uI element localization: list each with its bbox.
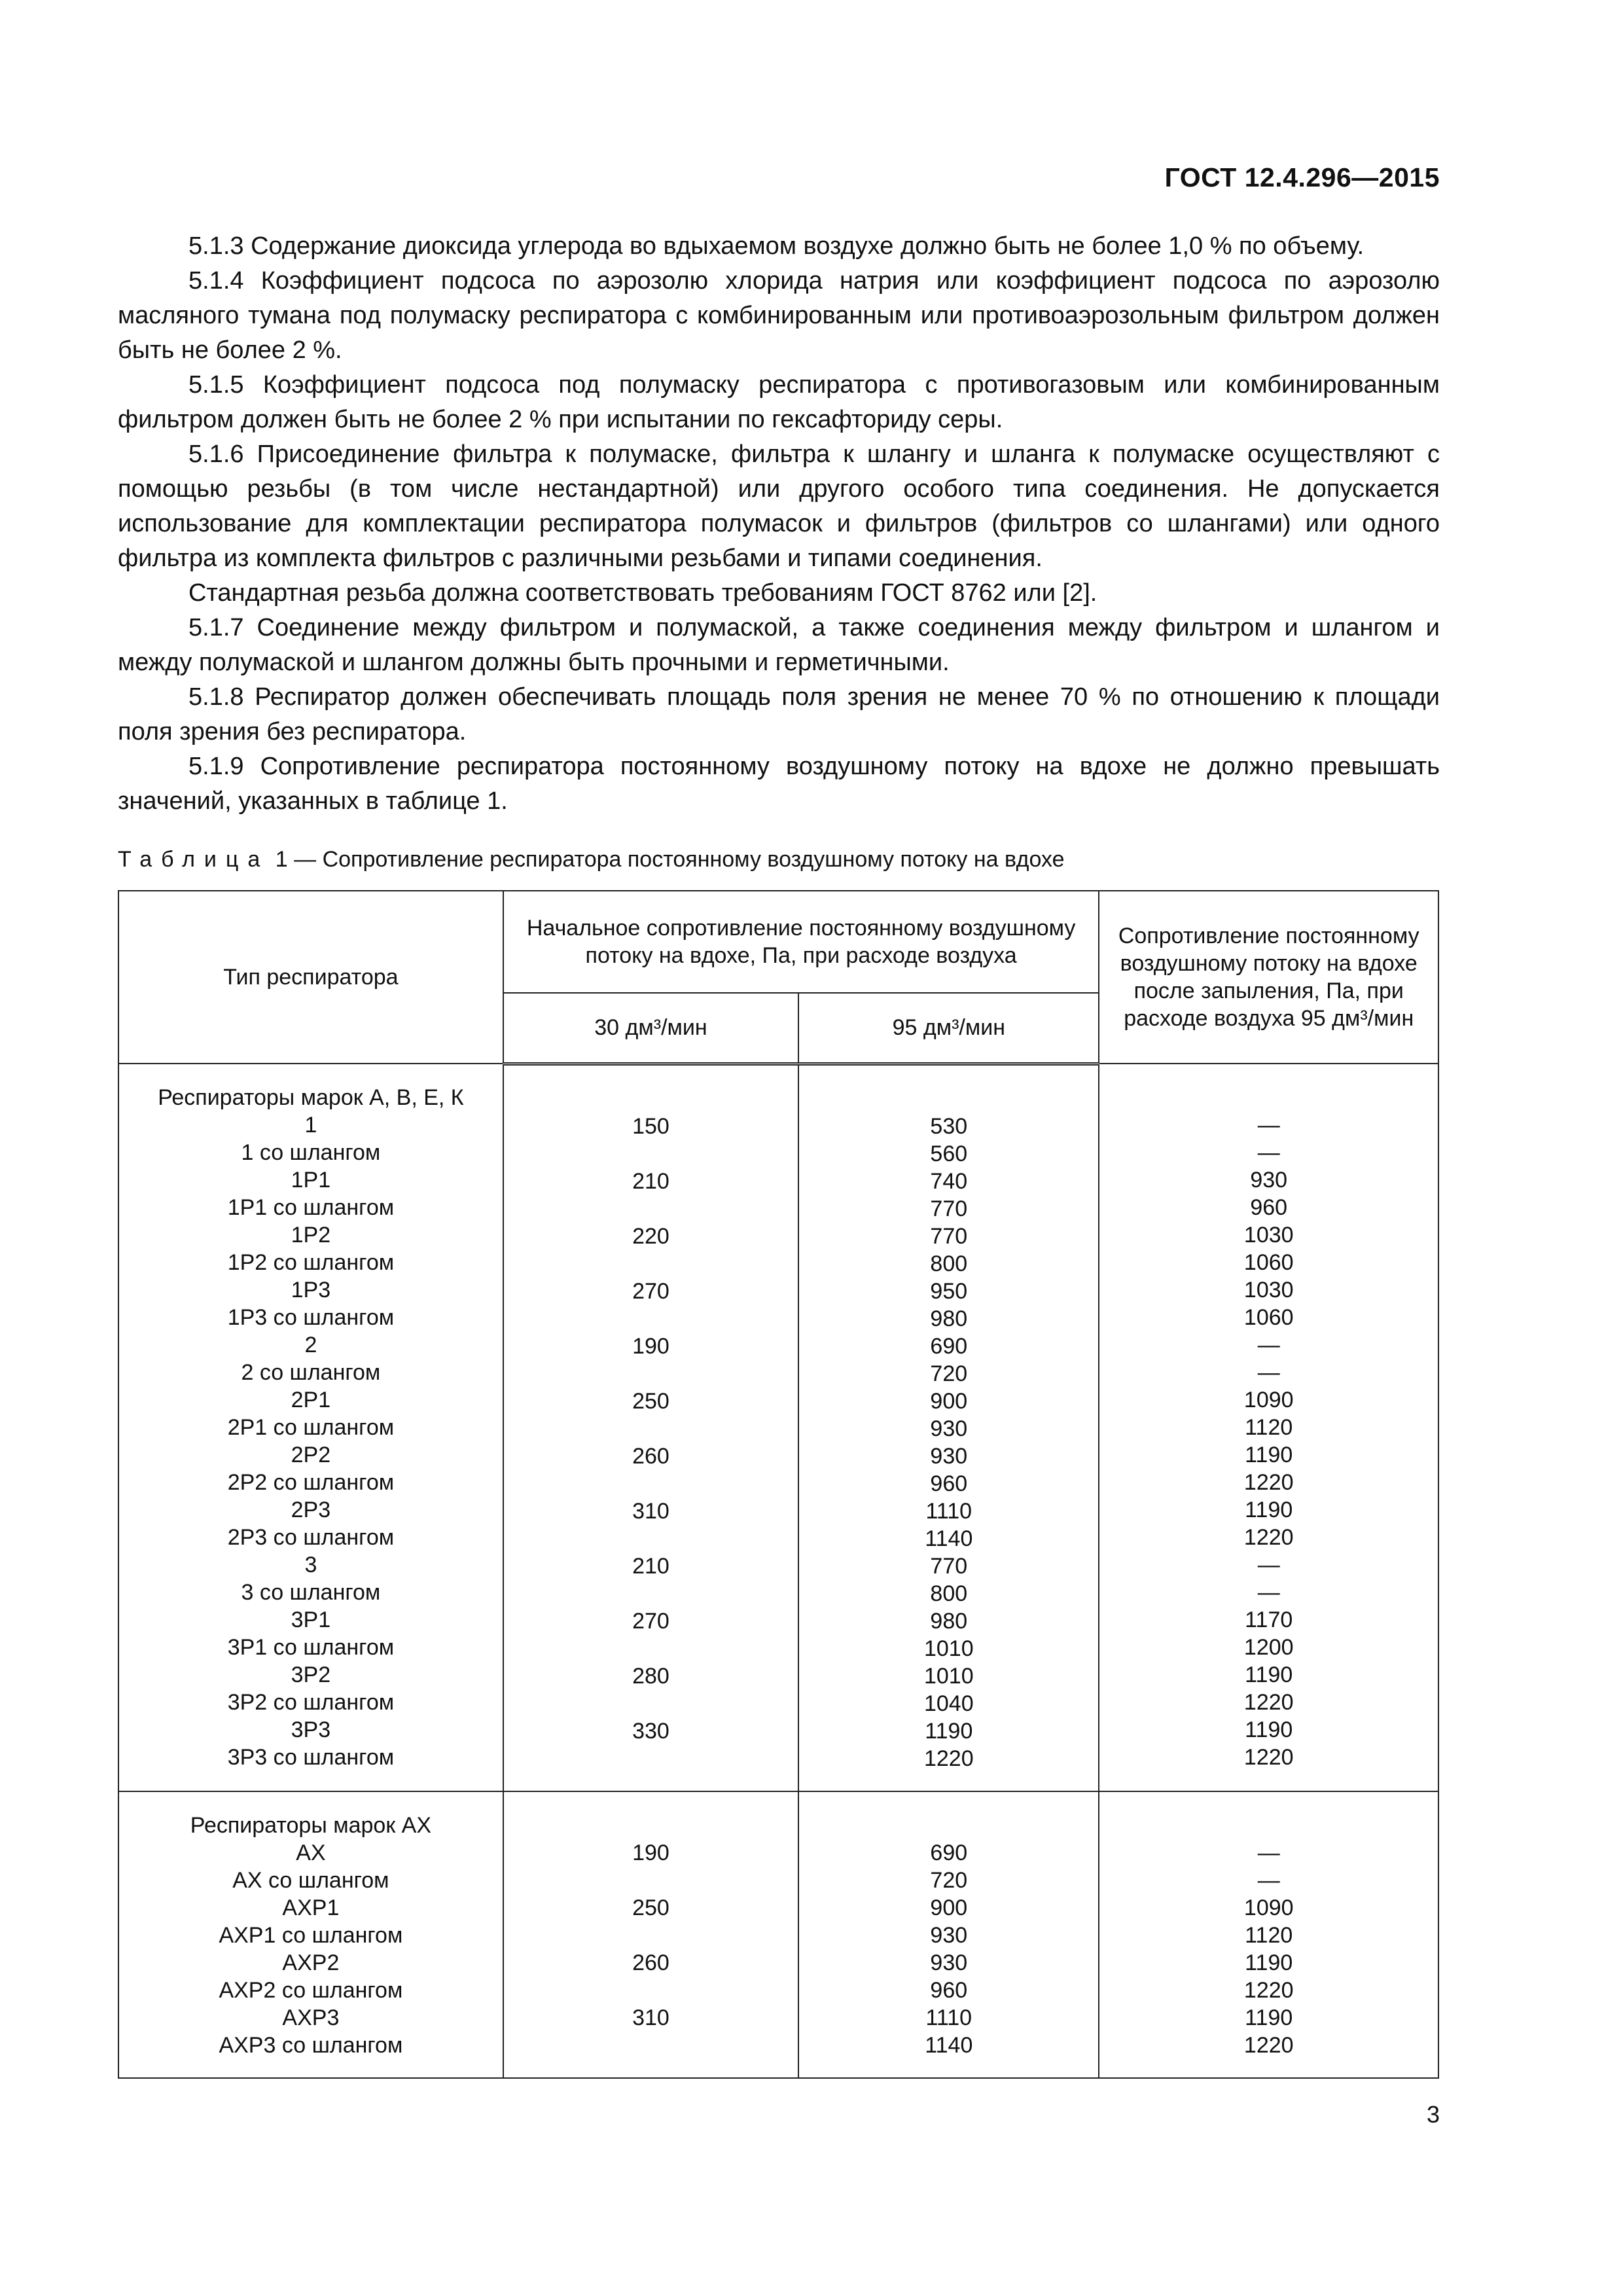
cell-resistance-30: 270 bbox=[632, 1278, 669, 1304]
cell-resistance-30: 310 bbox=[632, 1498, 669, 1524]
cell-resistance-after-dust: 1220 bbox=[1243, 1977, 1294, 2003]
empty-line bbox=[1107, 1084, 1430, 1111]
table-caption-label: Таблица bbox=[118, 847, 270, 872]
cell-resistance-95: 900 bbox=[930, 1388, 968, 1414]
header-flow-30: 30 дм³/мин bbox=[503, 993, 798, 1064]
cell-resistance-30 bbox=[512, 1470, 790, 1498]
cell-respirator-type: 1Р3 со шлангом bbox=[227, 1305, 395, 1330]
cell-resistance-after-dust: 1030 bbox=[1243, 1278, 1294, 1302]
cell-resistance-after-dust: 1220 bbox=[1243, 2032, 1294, 2058]
cell-respirator-type: АХР3 bbox=[282, 2005, 340, 2030]
paragraph-5-1-8: 5.1.8 Респиратор должен обеспечивать площадь поля зрения не менее 70 % по отношению к площади поля зрения без респиратора. bbox=[118, 683, 1440, 745]
cell-resistance-30: 150 bbox=[632, 1113, 669, 1139]
cell-respirator-type: АХР1 со шлангом bbox=[219, 1922, 403, 1948]
cell-resistance-30 bbox=[512, 1745, 790, 1772]
cell-resistance-after-dust: 1190 bbox=[1245, 2005, 1293, 2030]
cell-resistance-after-dust: 1190 bbox=[1245, 1950, 1293, 1975]
cell-resistance-30 bbox=[512, 1305, 790, 1333]
empty-line bbox=[807, 1812, 1090, 1839]
table-header-row-1 bbox=[118, 891, 1438, 993]
cell-resistance-after-dust: — bbox=[1257, 1113, 1280, 1138]
table-row bbox=[118, 1064, 1438, 1791]
cell-resistance-95: 930 bbox=[930, 1416, 968, 1441]
cell-resistance-after-dust: — bbox=[1257, 1333, 1280, 1357]
cell-resistance-95: 930 bbox=[930, 1922, 968, 1948]
cell-resistance-30 bbox=[512, 1922, 790, 1949]
cell-resistance-30: 250 bbox=[632, 1895, 669, 1920]
paragraph-5-1-5: 5.1.5 Коэффициент подсоса под полумаску респиратора с противогазовым или комбинированным фильтром должен быть не более 2 % при испытании по гексафториду серы. bbox=[118, 371, 1440, 433]
header-respirator-type: Тип респиратора bbox=[118, 891, 503, 1064]
table-row bbox=[118, 1791, 1438, 2078]
cell-resistance-95: 980 bbox=[930, 1608, 968, 1634]
header-initial-resistance: Начальное сопротивление постоянному воздушному потоку на вдохе, Па, при расходе воздуха bbox=[503, 891, 1099, 993]
cell-resistance-95: 1040 bbox=[923, 1691, 974, 1716]
cell-resistance-95: 770 bbox=[930, 1196, 968, 1221]
cell-resistance-95: 1010 bbox=[923, 1636, 974, 1661]
cell-resistance-30: 280 bbox=[632, 1663, 669, 1689]
cell-resistance-30 bbox=[512, 1140, 790, 1168]
document-id-header: ГОСТ 12.4.296—2015 bbox=[1164, 162, 1440, 192]
cell-resistance-30 bbox=[512, 1195, 790, 1223]
cell-resistance-30: 250 bbox=[632, 1388, 669, 1414]
cell-resistance-95: 690 bbox=[930, 1840, 968, 1865]
cell-respirator-type: 3 со шлангом bbox=[241, 1580, 381, 1605]
cell-resistance-after-dust: 1090 bbox=[1243, 1895, 1294, 1920]
cell-resistance-30: 190 bbox=[632, 1333, 669, 1359]
cell-resistance-after-dust: 1060 bbox=[1243, 1305, 1294, 1330]
cell-resistance-95: 1110 bbox=[925, 2005, 972, 2030]
header-flow-95: 95 дм³/мин bbox=[798, 993, 1099, 1064]
cell-resistance-95: 1220 bbox=[923, 1746, 974, 1771]
cell-resistance-after-dust: 1200 bbox=[1243, 1635, 1294, 1660]
cell-resistance-after-dust: 1190 bbox=[1245, 1443, 1293, 1467]
paragraph-5-1-3: 5.1.3 Содержание диоксида углерода во вдыхаемом воздухе должно быть не более 1,0 % по объему. bbox=[188, 232, 1364, 260]
cell-respirator-type: 3Р2 со шлангом bbox=[227, 1690, 395, 1715]
cell-resistance-95: 1110 bbox=[925, 1498, 972, 1524]
cell-resistance-95: 900 bbox=[930, 1895, 968, 1920]
table-cell bbox=[118, 1064, 503, 1791]
cell-resistance-after-dust: 1220 bbox=[1243, 1745, 1294, 1770]
cell-resistance-after-dust: 1220 bbox=[1243, 1690, 1294, 1715]
cell-respirator-type: АХР2 со шлангом bbox=[219, 1977, 403, 2003]
cell-resistance-30: 260 bbox=[632, 1443, 669, 1469]
table-caption-text: 1 — Сопротивление респиратора постоянному воздушному потоку на вдохе bbox=[275, 847, 1065, 872]
cell-resistance-30: 270 bbox=[632, 1608, 669, 1634]
cell-resistance-30 bbox=[512, 1360, 790, 1388]
cell-resistance-after-dust: 1190 bbox=[1245, 1498, 1293, 1522]
paragraph-5-1-9: 5.1.9 Сопротивление респиратора постоянному воздушному потоку на вдохе не должно превышать значений, указанных в таблице 1. bbox=[118, 753, 1440, 815]
cell-resistance-after-dust: — bbox=[1257, 1580, 1280, 1605]
resistance-table bbox=[118, 890, 1439, 2079]
table-cell bbox=[1099, 1064, 1438, 1791]
cell-resistance-30 bbox=[512, 2032, 790, 2059]
cell-resistance-after-dust: 1120 bbox=[1245, 1415, 1293, 1440]
cell-resistance-95: 800 bbox=[930, 1581, 968, 1606]
cell-respirator-type: 1 со шлангом bbox=[241, 1140, 381, 1165]
table-group-1 bbox=[118, 1064, 1438, 1791]
cell-resistance-after-dust: 1190 bbox=[1245, 1717, 1293, 1742]
cell-resistance-95: 560 bbox=[930, 1141, 968, 1166]
cell-respirator-type: 2Р3 bbox=[291, 1498, 331, 1522]
cell-resistance-30: 210 bbox=[632, 1168, 669, 1194]
paragraph-standard-thread: Стандартная резьба должна соответствовать требованиям ГОСТ 8762 или [2]. bbox=[188, 579, 1097, 607]
cell-resistance-after-dust: 1090 bbox=[1243, 1388, 1294, 1412]
cell-resistance-after-dust: — bbox=[1257, 1360, 1280, 1385]
cell-resistance-after-dust: 1170 bbox=[1245, 1607, 1293, 1632]
paragraph-5-1-6: 5.1.6 Присоединение фильтра к полумаске, фильтра к шлангу и шланга к полумаске осуществляют с помощью резьбы (в том числе нестандартной) или другого особого типа соединения. Не допускается использование для комплектации респиратора полумасок и фильтров (фильтров со шлангами) или одного фильтра из комплекта фильтров с различными резьбами и типами соединения. bbox=[118, 440, 1440, 572]
cell-respirator-type: 3Р1 bbox=[291, 1607, 331, 1632]
cell-respirator-type: 2 bbox=[304, 1333, 317, 1357]
cell-resistance-95: 720 bbox=[930, 1361, 968, 1386]
cell-resistance-95: 930 bbox=[930, 1443, 968, 1469]
cell-resistance-95: 960 bbox=[930, 1471, 968, 1496]
cell-resistance-95: 960 bbox=[930, 1977, 968, 2003]
cell-respirator-type: 3Р3 со шлангом bbox=[227, 1745, 395, 1770]
cell-resistance-95: 800 bbox=[930, 1251, 968, 1276]
cell-resistance-after-dust: 1220 bbox=[1243, 1525, 1294, 1550]
cell-resistance-after-dust: 1030 bbox=[1243, 1223, 1294, 1247]
table-cell bbox=[503, 1791, 798, 2078]
cell-resistance-30: 210 bbox=[632, 1553, 669, 1579]
table-cell bbox=[118, 1791, 503, 2078]
cell-respirator-type: 2 со шлангом bbox=[241, 1360, 381, 1385]
table-cell bbox=[1099, 1791, 1438, 2078]
empty-line bbox=[512, 1085, 790, 1113]
cell-respirator-type: 2Р2 bbox=[291, 1443, 331, 1467]
cell-resistance-95: 770 bbox=[930, 1553, 968, 1579]
cell-respirator-type: 2Р3 со шлангом bbox=[227, 1525, 395, 1550]
cell-respirator-type: 3Р2 bbox=[291, 1662, 331, 1687]
cell-respirator-type: 2Р2 со шлангом bbox=[227, 1470, 395, 1495]
empty-line bbox=[807, 1085, 1090, 1113]
group-title: Респираторы марок А, В, Е, К bbox=[158, 1085, 464, 1110]
cell-resistance-30 bbox=[512, 1635, 790, 1662]
cell-resistance-95: 930 bbox=[930, 1950, 968, 1975]
cell-resistance-after-dust: — bbox=[1257, 1552, 1280, 1577]
cell-resistance-after-dust: 1120 bbox=[1245, 1922, 1293, 1948]
cell-resistance-after-dust: — bbox=[1257, 1140, 1280, 1165]
cell-respirator-type: 1Р2 bbox=[291, 1223, 331, 1247]
empty-line bbox=[512, 1812, 790, 1839]
cell-resistance-after-dust: 960 bbox=[1250, 1195, 1288, 1220]
cell-respirator-type: 1Р2 со шлангом bbox=[227, 1250, 395, 1275]
cell-resistance-30: 310 bbox=[632, 2005, 669, 2030]
cell-resistance-30: 220 bbox=[632, 1223, 669, 1249]
paragraph-5-1-4: 5.1.4 Коэффициент подсоса по аэрозолю хлорида натрия или коэффициент подсоса по аэрозолю масляного тумана под полумаску респиратора с комбинированным или противоаэрозольным фильтром должен быть не более 2 %. bbox=[118, 267, 1440, 364]
page-number: 3 bbox=[1426, 2101, 1440, 2128]
cell-resistance-after-dust: — bbox=[1257, 1840, 1280, 1865]
cell-resistance-30 bbox=[512, 1250, 790, 1278]
cell-respirator-type: АХ bbox=[296, 1840, 326, 1865]
body-text bbox=[118, 229, 1440, 819]
cell-resistance-30: 260 bbox=[632, 1950, 669, 1975]
cell-resistance-95: 720 bbox=[930, 1867, 968, 1893]
group-title: Респираторы марок АХ bbox=[190, 1812, 432, 1838]
table-cell bbox=[503, 1064, 798, 1791]
cell-respirator-type: 3Р3 bbox=[291, 1717, 331, 1742]
header-after-dust-resistance: Сопротивление постоянному воздушному потоку на вдохе после запыления, Па, при расходе воздуха 95 дм³/мин bbox=[1099, 891, 1438, 1064]
cell-resistance-95: 1190 bbox=[925, 1718, 973, 1744]
cell-resistance-95: 690 bbox=[930, 1333, 968, 1359]
cell-resistance-30 bbox=[512, 1415, 790, 1443]
table-cell bbox=[798, 1064, 1099, 1791]
cell-respirator-type: 2Р1 со шлангом bbox=[227, 1415, 395, 1440]
cell-resistance-after-dust: — bbox=[1257, 1867, 1280, 1893]
cell-resistance-95: 1140 bbox=[925, 1526, 973, 1551]
cell-respirator-type: 1Р1 со шлангом bbox=[227, 1195, 395, 1220]
cell-respirator-type: 2Р1 bbox=[291, 1388, 331, 1412]
table-caption bbox=[118, 847, 1065, 872]
cell-resistance-30 bbox=[512, 1867, 790, 1894]
cell-respirator-type: 3Р1 со шлангом bbox=[227, 1635, 395, 1660]
cell-respirator-type: АХР1 bbox=[282, 1895, 340, 1920]
paragraph-5-1-7: 5.1.7 Соединение между фильтром и полумаской, а также соединения между фильтром и шлангом и между полумаской и шлангом должны быть прочными и герметичными. bbox=[118, 614, 1440, 676]
cell-resistance-95: 1010 bbox=[923, 1663, 974, 1689]
cell-resistance-95: 980 bbox=[930, 1306, 968, 1331]
cell-respirator-type: АХР2 bbox=[282, 1950, 340, 1975]
cell-respirator-type: 3 bbox=[304, 1552, 317, 1577]
cell-resistance-95: 530 bbox=[930, 1113, 968, 1139]
table-cell bbox=[798, 1791, 1099, 2078]
cell-resistance-95: 740 bbox=[930, 1168, 968, 1194]
cell-resistance-after-dust: 1190 bbox=[1245, 1662, 1293, 1687]
cell-resistance-after-dust: 1220 bbox=[1243, 1470, 1294, 1495]
cell-resistance-30: 190 bbox=[632, 1840, 669, 1865]
table-group-2 bbox=[118, 1791, 1438, 2078]
cell-resistance-after-dust: 1060 bbox=[1243, 1250, 1294, 1275]
cell-resistance-95: 1140 bbox=[925, 2032, 973, 2058]
cell-resistance-30 bbox=[512, 1580, 790, 1607]
cell-respirator-type: АХ со шлангом bbox=[232, 1867, 389, 1893]
cell-resistance-30 bbox=[512, 1690, 790, 1717]
cell-resistance-95: 770 bbox=[930, 1223, 968, 1249]
cell-resistance-30 bbox=[512, 1525, 790, 1552]
cell-respirator-type: 1Р1 bbox=[291, 1168, 331, 1193]
cell-resistance-30 bbox=[512, 1977, 790, 2004]
cell-respirator-type: 1Р3 bbox=[291, 1278, 331, 1302]
empty-line bbox=[1107, 1812, 1430, 1839]
cell-resistance-30: 330 bbox=[632, 1718, 669, 1744]
cell-resistance-after-dust: 930 bbox=[1250, 1168, 1288, 1193]
cell-resistance-95: 950 bbox=[930, 1278, 968, 1304]
cell-respirator-type: АХР3 со шлангом bbox=[219, 2032, 403, 2058]
cell-respirator-type: 1 bbox=[304, 1113, 317, 1138]
